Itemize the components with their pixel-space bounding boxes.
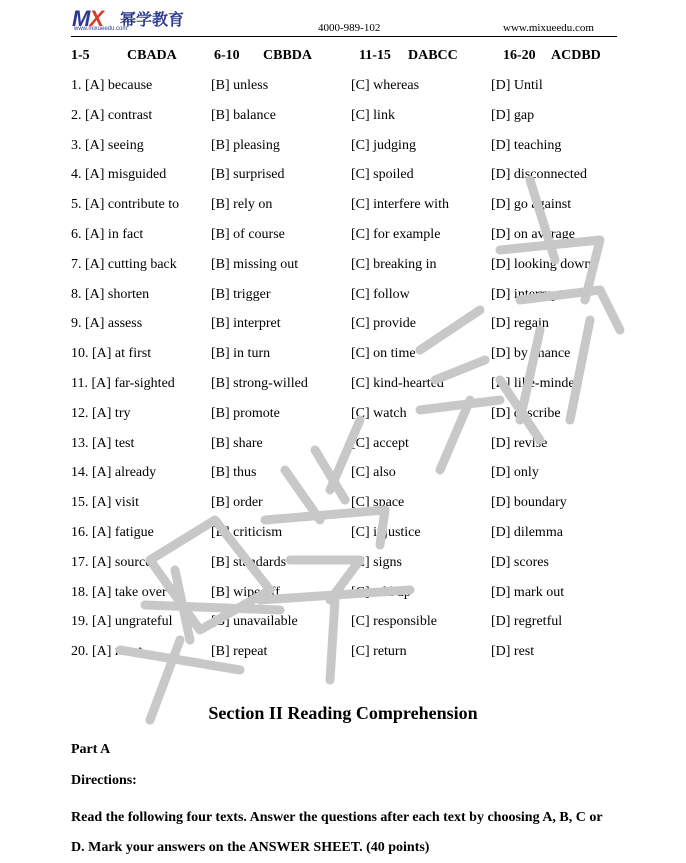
question-row xyxy=(0,287,686,307)
option-a: 18. [A] take over xyxy=(71,584,167,600)
option-b: [B] surprised xyxy=(211,167,285,183)
option-c: [C] breaking in xyxy=(351,256,437,272)
option-b: [B] balance xyxy=(211,107,276,123)
option-d: [D] only xyxy=(491,465,539,481)
option-a: 5. [A] contribute to xyxy=(71,197,180,213)
logo-chinese-name: 幂学教育 xyxy=(120,10,185,29)
directions-label: Directions: xyxy=(71,773,137,788)
option-d: [D] by chance xyxy=(491,346,571,362)
option-d: [D] looking down xyxy=(491,256,592,272)
option-c: [C] for example xyxy=(351,227,441,242)
question-row xyxy=(0,78,686,98)
section-title: Section II Reading Comprehension xyxy=(208,703,478,723)
header-phone: 4000-989-102 xyxy=(318,22,381,34)
option-c: [C] whereas xyxy=(351,78,420,93)
question-row xyxy=(0,436,686,456)
option-a: 1. [A] because xyxy=(71,78,153,93)
question-row xyxy=(0,555,686,575)
option-d: [D] teaching xyxy=(491,137,562,153)
option-b: [B] strong-willed xyxy=(211,376,308,391)
question-row xyxy=(0,197,686,217)
option-b: [B] order xyxy=(211,495,263,511)
page-header xyxy=(0,0,686,40)
answer-key-answers: ACDBD xyxy=(551,48,601,63)
option-a: 2. [A] contrast xyxy=(71,107,153,123)
question-row xyxy=(0,644,686,664)
question-row xyxy=(0,614,686,634)
answer-key-range: 1-5 xyxy=(71,48,90,63)
option-b: [B] criticism xyxy=(211,525,283,540)
answer-key-range: 6-10 xyxy=(214,48,240,63)
question-row xyxy=(0,585,686,605)
header-website: www.mixueedu.com xyxy=(503,22,594,34)
option-b: [B] standards xyxy=(211,554,287,570)
option-c: [C] return xyxy=(351,644,407,660)
answer-key-row xyxy=(71,48,617,68)
option-b: [B] interpret xyxy=(211,316,281,332)
option-d: [D] dilemma xyxy=(491,525,563,540)
option-a: 3. [A] seeing xyxy=(71,137,144,153)
answer-key-answers: DABCC xyxy=(408,48,458,63)
option-c: [C] injustice xyxy=(351,525,421,540)
option-c: [C] judging xyxy=(351,137,416,153)
option-d: [D] disconnected xyxy=(491,167,588,183)
option-d: [D] interrupt xyxy=(491,286,563,302)
question-row xyxy=(0,167,686,187)
option-b: [B] unless xyxy=(211,78,269,93)
option-c: [C] accept xyxy=(351,435,409,451)
header-divider xyxy=(71,36,617,37)
question-row xyxy=(0,257,686,277)
option-b: [B] rely on xyxy=(211,197,273,213)
option-d: [D] boundary xyxy=(491,495,567,511)
option-a: 17. [A] sources xyxy=(71,554,157,570)
question-row xyxy=(0,406,686,426)
option-d: [D] describe xyxy=(491,405,561,421)
option-c: [C] follow xyxy=(351,286,410,302)
question-row xyxy=(0,525,686,545)
option-a: 19. [A] ungrateful xyxy=(71,614,173,630)
option-b: [B] share xyxy=(211,435,263,451)
option-b: [B] missing out xyxy=(211,256,299,272)
option-c: [C] provide xyxy=(351,316,416,332)
option-c: [C] link xyxy=(351,107,395,123)
question-row xyxy=(0,108,686,128)
answer-key-range: 16-20 xyxy=(503,48,536,63)
option-d: [D] rest xyxy=(491,644,535,660)
option-b: [B] promote xyxy=(211,405,280,421)
option-a: 10. [A] at first xyxy=(71,346,152,362)
option-b: [B] repeat xyxy=(211,644,268,660)
option-c: [C] add up xyxy=(351,584,411,600)
question-row xyxy=(0,465,686,485)
option-d: [D] go against xyxy=(491,197,572,213)
option-a: 13. [A] test xyxy=(71,435,135,451)
option-a: 6. [A] in fact xyxy=(71,227,144,242)
answer-key-answers: CBBDA xyxy=(263,48,313,63)
logo-mark: MX xyxy=(72,6,104,31)
option-d: [D] regain xyxy=(491,316,549,332)
option-c: [C] kind-hearted xyxy=(351,376,444,391)
option-a: 16. [A] fatigue xyxy=(71,525,154,540)
option-a: 9. [A] assess xyxy=(71,316,143,332)
answer-key-answers: CBADA xyxy=(127,48,177,63)
option-d: [D] on average xyxy=(491,227,575,242)
option-a: 4. [A] misguided xyxy=(71,167,167,183)
option-a: 8. [A] shorten xyxy=(71,286,150,302)
option-c: [C] space xyxy=(351,495,405,511)
option-b: [B] thus xyxy=(211,465,257,481)
option-c: [C] spoiled xyxy=(351,167,414,183)
option-d: [D] Until xyxy=(491,78,543,93)
option-d: [D] mark out xyxy=(491,584,565,600)
option-b: [B] wipe off xyxy=(211,584,280,600)
option-a: 7. [A] cutting back xyxy=(71,256,177,272)
logo-url: www.mixueedu.com xyxy=(74,26,128,32)
option-d: [D] like-minded xyxy=(491,376,582,391)
question-row xyxy=(0,376,686,396)
option-a: 20. [A] react xyxy=(71,644,143,660)
answer-key-range: 11-15 xyxy=(359,48,391,63)
option-c: [C] interfere with xyxy=(351,197,449,213)
option-a: 15. [A] visit xyxy=(71,495,140,511)
option-c: [C] also xyxy=(351,465,396,481)
brand-logo xyxy=(72,6,192,34)
option-c: [C] watch xyxy=(351,405,407,421)
option-d: [D] gap xyxy=(491,107,535,123)
option-d: [D] revise xyxy=(491,435,548,451)
option-b: [B] trigger xyxy=(211,286,271,302)
option-a: 11. [A] far-sighted xyxy=(71,376,175,391)
option-b: [B] of course xyxy=(211,227,285,242)
option-c: [C] on time xyxy=(351,346,416,362)
question-row xyxy=(0,138,686,158)
directions-text: Read the following four texts. Answer the questions after each text by choosing A, B, C or D. Mark your answers on the ANSWER SHEET. (40 points) xyxy=(71,810,603,855)
option-b: [B] pleasing xyxy=(211,137,280,153)
option-a: 14. [A] already xyxy=(71,465,157,481)
question-row xyxy=(0,495,686,515)
option-d: [D] scores xyxy=(491,554,549,570)
option-b: [B] in turn xyxy=(211,346,271,362)
option-d: [D] regretful xyxy=(491,614,563,630)
question-row xyxy=(0,346,686,366)
question-row xyxy=(0,227,686,247)
part-label: Part A xyxy=(71,742,111,757)
option-c: [C] signs xyxy=(351,554,402,570)
option-a: 12. [A] try xyxy=(71,405,131,421)
option-c: [C] responsible xyxy=(351,614,437,630)
option-b: [B] unavailable xyxy=(211,614,298,630)
question-row xyxy=(0,316,686,336)
